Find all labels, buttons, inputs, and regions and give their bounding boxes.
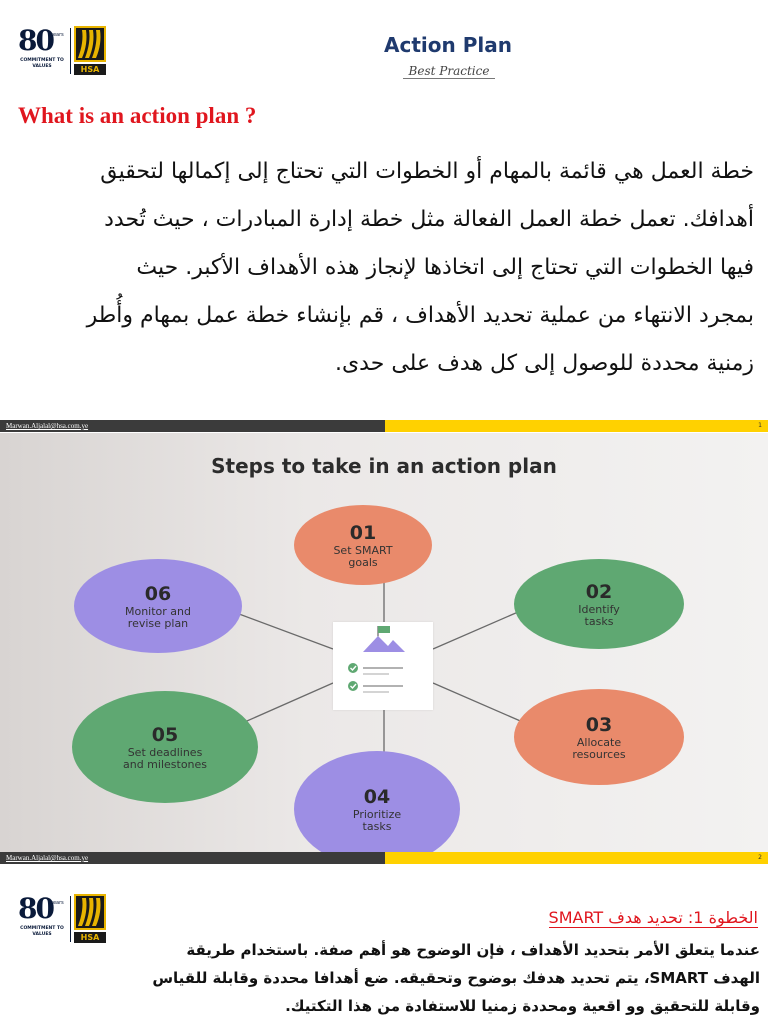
step-label: Identify tasks bbox=[578, 602, 620, 628]
logo-number: 80 bbox=[18, 24, 53, 57]
footer-email-link[interactable]: Marwan.Aljalal@hsa.com.ye bbox=[6, 854, 89, 862]
checklist-icon bbox=[348, 663, 403, 692]
action-plan-infographic bbox=[0, 433, 768, 852]
paragraph-line: فيها الخطوات التي تحتاج إلى اتخاذها لإنجاز هذه الأهداف الأكبر. حيث bbox=[136, 255, 754, 280]
step-number: 03 bbox=[585, 713, 613, 736]
logo-years: years bbox=[50, 900, 64, 906]
step1-heading bbox=[549, 908, 758, 927]
page-footer-bar bbox=[0, 420, 768, 432]
arabic-paragraph bbox=[14, 148, 754, 388]
step-06-circle bbox=[74, 559, 242, 653]
logo-emblem-icon bbox=[74, 894, 106, 930]
checklist-card bbox=[333, 622, 433, 710]
subtitle-text: Best Practice bbox=[403, 64, 496, 79]
step-number: 04 bbox=[363, 785, 391, 808]
page-number: 1 bbox=[758, 422, 762, 429]
step1-body bbox=[116, 936, 760, 1020]
step-label: Allocate resources bbox=[572, 735, 626, 761]
step-number: 02 bbox=[585, 580, 613, 603]
logo-divider bbox=[70, 896, 71, 942]
logo-years: years bbox=[50, 32, 64, 38]
step-01-circle bbox=[294, 505, 432, 585]
company-logo bbox=[14, 894, 106, 944]
section-heading: What is an action plan ? bbox=[18, 103, 257, 128]
logo-tagline: COMMITMENT TO VALUES bbox=[20, 58, 64, 69]
paragraph-line: عندما يتعلق الأمر بتحديد الأهداف ، فإن الوضوح هو أهم صفة. باستخدام طريقة bbox=[186, 941, 760, 959]
mountain-flag-icon bbox=[363, 626, 405, 652]
page-number: 2 bbox=[758, 854, 762, 861]
step-label: Monitor and revise plan bbox=[124, 604, 191, 630]
footer-email-link[interactable]: Marwan.Aljalal@hsa.com.ye bbox=[6, 422, 89, 430]
page-footer-bar bbox=[0, 852, 768, 864]
step-number: 05 bbox=[151, 723, 179, 746]
paragraph-line: خطة العمل هي قائمة بالمهام أو الخطوات التي تحتاج إلى إكمالها لتحقيق bbox=[100, 159, 754, 184]
step-number: 01 bbox=[349, 521, 377, 544]
paragraph-line: وقابلة للتحقيق وو اقعية ومحددة زمنيا للاستفادة من هذا التكتيك. bbox=[285, 997, 760, 1015]
logo-brand: HSA bbox=[74, 64, 106, 75]
paragraph-line: بمجرد الانتهاء من عملية تحديد الأهداف ، قم بإنشاء خطة عمل بمهام وأُطر bbox=[86, 303, 754, 328]
page-title: Action Plan bbox=[384, 33, 512, 57]
step-label: Prioritize tasks bbox=[352, 807, 402, 833]
logo-tagline: COMMITMENT TO VALUES bbox=[20, 926, 64, 937]
step-label: Set deadlines and milestones bbox=[122, 745, 208, 771]
step-05-circle bbox=[72, 691, 258, 803]
page-subtitle bbox=[0, 64, 768, 78]
infographic-title: Steps to take in an action plan bbox=[211, 454, 557, 478]
paragraph-line: أهدافك. تعمل خطة العمل الفعالة مثل خطة إدارة المبادرات ، حيث تُحدد bbox=[104, 207, 754, 232]
step-03-circle bbox=[514, 689, 684, 785]
step-label: Set SMART goals bbox=[333, 543, 393, 569]
step1-heading-text: الخطوة 1: تحديد هدف SMART bbox=[548, 908, 758, 927]
paragraph-line: الهدف SMART، يتم تحديد هدفك بوضوح وتحقيقه. ضع أهدافا محددة وقابلة للقياس bbox=[152, 969, 760, 987]
logo-brand: HSA bbox=[74, 932, 106, 943]
step-number: 06 bbox=[144, 582, 172, 605]
logo-number: 80 bbox=[18, 892, 53, 925]
step-02-circle bbox=[514, 559, 684, 649]
paragraph-line: زمنية محددة للوصول إلى كل هدف على حدى. bbox=[334, 351, 754, 376]
